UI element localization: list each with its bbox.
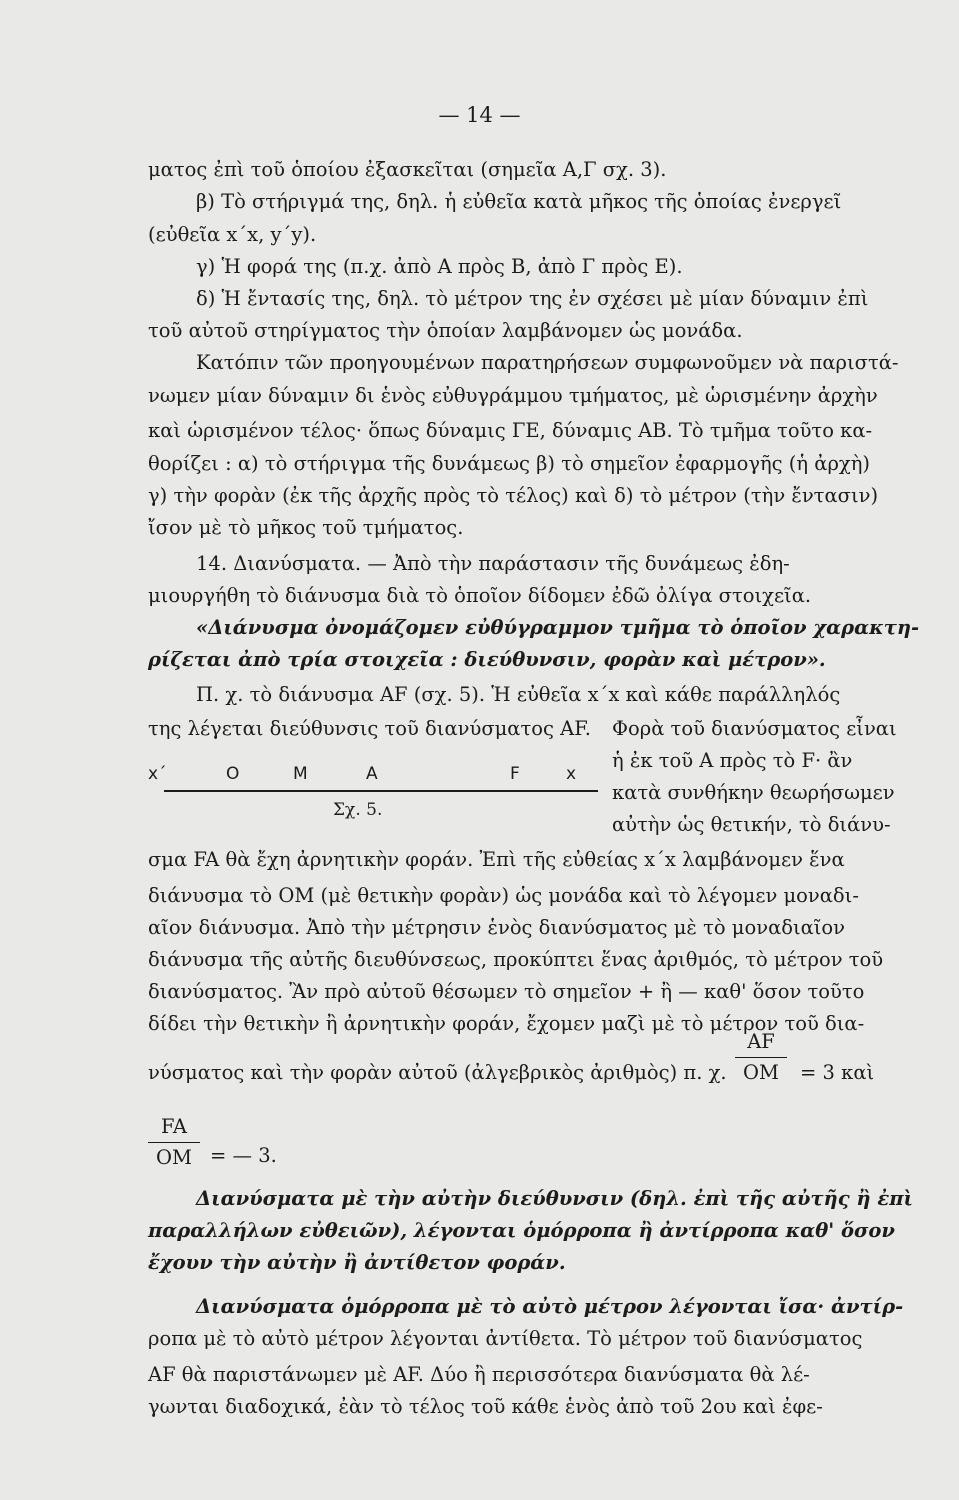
text-line: = — 3.	[210, 1144, 277, 1167]
figure-label: Α	[366, 764, 378, 784]
text-line: γωνται διαδοχικά, ἐὰν τὸ τέλος τοῦ κάθε ἑνὸς ἀπὸ τοῦ 2ου καὶ ἐφε-	[148, 1395, 823, 1418]
fraction-af-om	[735, 1030, 787, 1085]
text-line: αὐτὴν ὡς θετικήν, τὸ διάνυ-	[612, 813, 891, 836]
text-line: αῖον διάνυσμα. Ἀπὸ τὴν μέτρησιν ἑνὸς διανύσματος μὲ τὸ μοναδιαῖον	[148, 916, 846, 939]
text-line: νύσματος καὶ τὴν φορὰν αὐτοῦ (ἀλγεβρικὸς ἀριθμὸς) π. χ.	[148, 1061, 727, 1084]
fraction-denominator: ΟΜ	[743, 1061, 779, 1084]
fraction-numerator: FA	[161, 1115, 187, 1138]
definition-line: Διανύσματα ὁμόρροπα μὲ τὸ αὐτὸ μέτρον λέγονται ἴσα· ἀντίρ-	[196, 1295, 904, 1318]
text-line: δ) Ἡ ἔντασίς της, δηλ. τὸ μέτρον της ἐν σχέσει μὲ μίαν δύναμιν ἐπὶ	[196, 287, 869, 310]
text-line: Φορὰ τοῦ διανύσματος εἶναι	[612, 717, 897, 740]
text-line: δίδει τὴν θετικὴν ἢ ἀρνητικὴν φοράν, ἔχομεν μαζὶ μὲ τὸ μέτρον τοῦ δια-	[148, 1012, 865, 1035]
text-line: ἴσον μὲ τὸ μῆκος τοῦ τμήματος.	[148, 516, 464, 539]
figure-5	[148, 760, 598, 830]
axis-line	[164, 790, 598, 792]
definition-line: ρίζεται ἀπὸ τρία στοιχεῖα : διεύθυνσιν, φορὰν καὶ μέτρον».	[148, 648, 826, 671]
text-line: γ) τὴν φορὰν (ἐκ τῆς ἀρχῆς πρὸς τὸ τέλος) καὶ δ) τὸ μέτρον (τὴν ἔντασιν)	[148, 484, 879, 507]
fraction-numerator: ΑF	[747, 1030, 775, 1053]
page-number: — 14 —	[438, 103, 521, 127]
text-line: γ) Ἡ φορά της (π.χ. ἀπὸ Α πρὸς Β, ἀπὸ Γ πρὸς Ε).	[196, 255, 683, 278]
fraction-fa-om	[148, 1115, 200, 1170]
figure-label: Ο	[226, 764, 240, 784]
text-line: ἡ ἐκ τοῦ Α πρὸς τὸ F· ἂν	[612, 749, 853, 772]
definition-line: Διανύσματα μὲ τὴν αὐτὴν διεύθυνσιν (δηλ. ἐπὶ τῆς αὐτῆς ἢ ἐπὶ	[196, 1187, 913, 1210]
text-line: διάνυσμα τὸ ΟΜ (μὲ θετικὴν φορὰν) ὡς μονάδα καὶ τὸ λέγομεν μοναδι-	[148, 884, 859, 907]
definition-line: «Διάνυσμα ὀνομάζομεν εὐθύγραμμον τμῆμα τὸ ὁποῖον χαρακτη-	[196, 616, 920, 639]
definition-line: ἔχουν τὴν αὐτὴν ἢ ἀντίθετον φοράν.	[148, 1251, 566, 1274]
text-line: της λέγεται διεύθυνσις τοῦ διανύσματος ΑF.	[148, 717, 591, 740]
text-line: AF θὰ παριστάνωμεν μὲ ΑF. Δύο ἢ περισσότερα διανύσματα θὰ λέ-	[148, 1363, 810, 1386]
text-line: τοῦ αὐτοῦ στηρίγματος τὴν ὁποίαν λαμβάνομεν ὡς μονάδα.	[148, 319, 743, 342]
fraction-bar	[735, 1057, 787, 1058]
text-line: μιουργήθη τὸ διάνυσμα διὰ τὸ ὁποῖον δίδομεν ἐδῶ ὀλίγα στοιχεῖα.	[148, 584, 812, 607]
section-heading: 14. Διανύσματα. — Ἀπὸ τὴν παράστασιν τῆς δυνάμεως ἐδη-	[196, 552, 790, 575]
text-line: (εὐθεῖα x΄x, y΄y).	[148, 223, 317, 246]
text-line: διάνυσμα τῆς αὐτῆς διευθύνσεως, προκύπτει ἕνας ἀριθμός, τὸ μέτρον τοῦ	[148, 948, 884, 971]
fraction-denominator: ΟΜ	[156, 1146, 192, 1169]
text-line: θορίζει : α) τὸ στήριγμα τῆς δυνάμεως β) τὸ σημεῖον ἐφαρμογῆς (ἡ ἀρχὴ)	[148, 452, 871, 475]
text-line: σμα FA θὰ ἔχη ἀρνητικὴν φοράν. Ἐπὶ τῆς εὐθείας x΄x λαμβάνομεν ἕνα	[148, 848, 845, 871]
figure-label: F	[510, 764, 520, 784]
figure-caption: Σχ. 5.	[333, 800, 383, 820]
figure-label: x΄	[148, 764, 167, 784]
text-line: Κατόπιν τῶν προηγουμένων παρατηρήσεων συμφωνοῦμεν νὰ παριστά-	[196, 351, 899, 374]
figure-label: Μ	[293, 764, 308, 784]
text-line: = 3 καὶ	[800, 1061, 875, 1084]
text-line: ματος ἐπὶ τοῦ ὁποίου ἐξασκεῖται (σημεῖα Α,Γ σχ. 3).	[148, 158, 667, 181]
figure-label: x	[566, 764, 577, 784]
text-line: διανύσματος. Ἂν πρὸ αὐτοῦ θέσωμεν τὸ σημεῖον + ἢ — καθ' ὅσον τοῦτο	[148, 980, 865, 1003]
text-line: νωμεν μίαν δύναμιν δι ἑνὸς εὐθυγράμμου τμήματος, μὲ ὡρισμένην ἀρχὴν	[148, 384, 878, 407]
text-line: ροπα μὲ τὸ αὐτὸ μέτρον λέγονται ἀντίθετα. Τὸ μέτρον τοῦ διανύσματος	[148, 1327, 863, 1350]
text-line: καὶ ὡρισμένον τέλος· ὅπως δύναμις ΓΕ, δύναμις ΑΒ. Τὸ τμῆμα τοῦτο κα-	[148, 419, 873, 442]
text-line: κατὰ συνθήκην θεωρήσωμεν	[612, 781, 895, 804]
fraction-bar	[148, 1142, 200, 1143]
text-line: Π. χ. τὸ διάνυσμα ΑF (σχ. 5). Ἡ εὐθεῖα x΄x καὶ κάθε παράλληλός	[196, 683, 841, 706]
definition-line: παραλλήλων εὐθειῶν), λέγονται ὁμόρροπα ἢ ἀντίρροπα καθ' ὅσον	[148, 1219, 895, 1242]
text-line: β) Τὸ στήριγμά της, δηλ. ἡ εὐθεῖα κατὰ μῆκος τῆς ὁποίας ἐνεργεῖ	[196, 190, 842, 213]
